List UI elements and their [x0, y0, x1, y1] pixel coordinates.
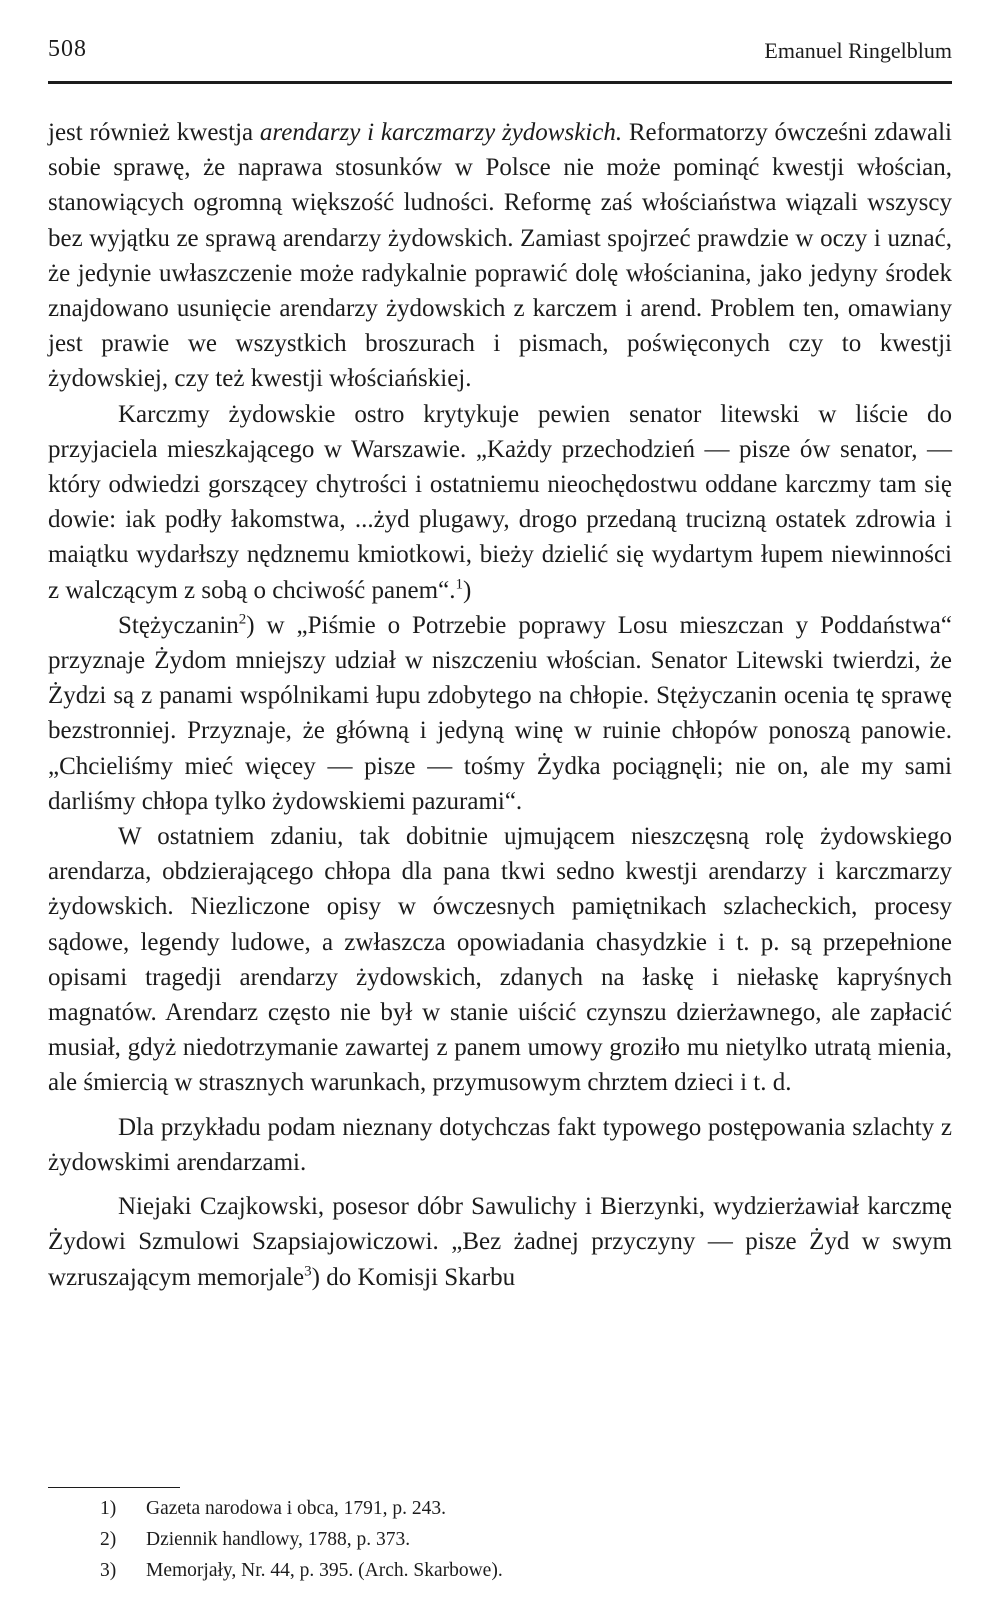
page-header [48, 36, 952, 76]
main-text [48, 115, 952, 1295]
running-head-author: Emanuel Ringelblum [764, 38, 952, 63]
footnote-3 [100, 1555, 952, 1586]
paragraph-3-rest: ) w „Piśmie o Potrzebie poprawy Losu mieszczan y Poddaństwa“ przyznaje Żydom mniejszy udział w niszczeniu włościan. Senator Litewski twierdzi, że Żydzi są z panami wspólnikami łupu zdobytego na chłopie. Stężyczanin ocenia tę sprawę bezstronniej. Przyznaje, że główną i jedyną winę w ruinie chłopów ponoszą panowie. „Chcieliśmy mieć więcey — pisze — tośmy Żydka pociągnęli; nie on, ale my sami darliśmy chłopa tylko żydowskiemi pazurami“. [48, 611, 952, 815]
paragraph-2-end: ) [462, 576, 472, 604]
paragraph-2-text: Karczmy żydowskie ostro krytykuje pewien senator litewski w liście do przyjaciela mieszkającego w Warszawie. „Każdy przechodzień — pisze ów senator, — który odwiedzi gorszącey chytrości i ostatniemu nieochędostwu oddane karczmy tam się dowie: iak podły łakomstwa, ...żyd plugawy, drogo przedaną trucizną ostatek zdrowia i maiątku wydarłszy nędznemu kmiotkowi, bieży dzielić się wydartym łupem niewinności z walczącym z sobą o chciwość panem“. [48, 400, 952, 604]
header-rule [48, 81, 952, 84]
footnote-rule [48, 1487, 180, 1488]
footnote-3-text: Memorjały, Nr. 44, p. 395. (Arch. Skarbowe). [146, 1560, 503, 1581]
footnote-ref-1: 1 [455, 576, 463, 593]
paragraph-1 [48, 115, 952, 397]
paragraph-5: Dla przykładu podam nieznany dotychczas fakt typowego postępowania szlachty z żydowskimi arendarzami. [48, 1113, 952, 1176]
footnote-1-mark: 1) [100, 1498, 117, 1519]
page-number: 508 [48, 36, 87, 62]
footnote-1 [100, 1493, 952, 1524]
paragraph-3 [48, 608, 952, 819]
footnote-3-mark: 3) [100, 1560, 117, 1581]
paragraph-4: W ostatniem zdaniu, tak dobitnie ujmującem nieszczęsną rolę żydowskiego arendarza, obdzierającego chłopa dla pana tkwi sedno kwestji arendarzy i karczmarzy żydowskich. Niezliczone opisy w ówczesnych pamiętnikach szlacheckich, procesy sądowe, legendy ludowe, a zwłaszcza opowiadania chasydzkie i t. p. są przepełnione opisami tragedji arendarzy żydowskich, zdanych na łaskę i niełaskę kapryśnych magnatów. Arendarz często nie był w stanie uiścić czynszu dzierżawnego, ale zapłacić musiał, gdyż niedotrzymanie zawartej z panem umowy groziło mu nietylko utratą mienia, ale śmiercią w strasznych warunkach, przymusowym chrztem dzieci i t. d. [48, 823, 952, 1097]
footnote-1-text: Gazeta narodowa i obca, 1791, p. 243. [146, 1498, 446, 1519]
paragraph-2 [48, 397, 952, 608]
footnote-2 [100, 1524, 952, 1555]
footnote-ref-2: 2 [238, 611, 247, 628]
paragraph-1-start: jest również kwestja [48, 119, 260, 146]
footnote-ref-3: 3 [304, 1263, 312, 1280]
footnotes [100, 1493, 952, 1586]
paragraph-1-rest: Reformatorzy ówcześni zdawali sobie sprawę, że naprawa stosunków w Polsce nie może pominąć kwestji włościan, stanowiących ogromną większość ludności. Reformę zaś włościaństwa wiązali wszyscy bez wyjątku ze sprawą arendarzy żydowskich. Zamiast spojrzeć prawdzie w oczy i uznać, że jedynie uwłaszczenie może radykalnie poprawić dolę włościanina, jako jedyny środek znajdowano usunięcie arendarzy żydowskich z karczem i arend. Problem ten, omawiany jest prawie we wszystkich broszurach i pismach, poświęconych czy to kwestji żydowskiej, czy też kwestji włościańskiej. [48, 119, 952, 393]
footnote-2-text: Dziennik handlowy, 1788, p. 373. [146, 1529, 411, 1550]
paragraph-6-text: Niejaki Czajkowski, posesor dóbr Sawulichy i Bierzynki, wydzierżawiał karczmę Żydowi Szmulowi Szapsiajowiczowi. „Bez żadnej przyczyny — pisze Żyd w swym wzruszającym memorjale [48, 1193, 952, 1291]
footnote-2-mark: 2) [100, 1529, 117, 1550]
paragraph-6 [48, 1189, 952, 1295]
paragraph-3-start: Stężyczanin [118, 611, 239, 639]
italic-phrase: arendarzy i karczmarzy żydowskich. [259, 119, 623, 146]
paragraph-6-end: ) do Komisji Skarbu [311, 1263, 516, 1291]
